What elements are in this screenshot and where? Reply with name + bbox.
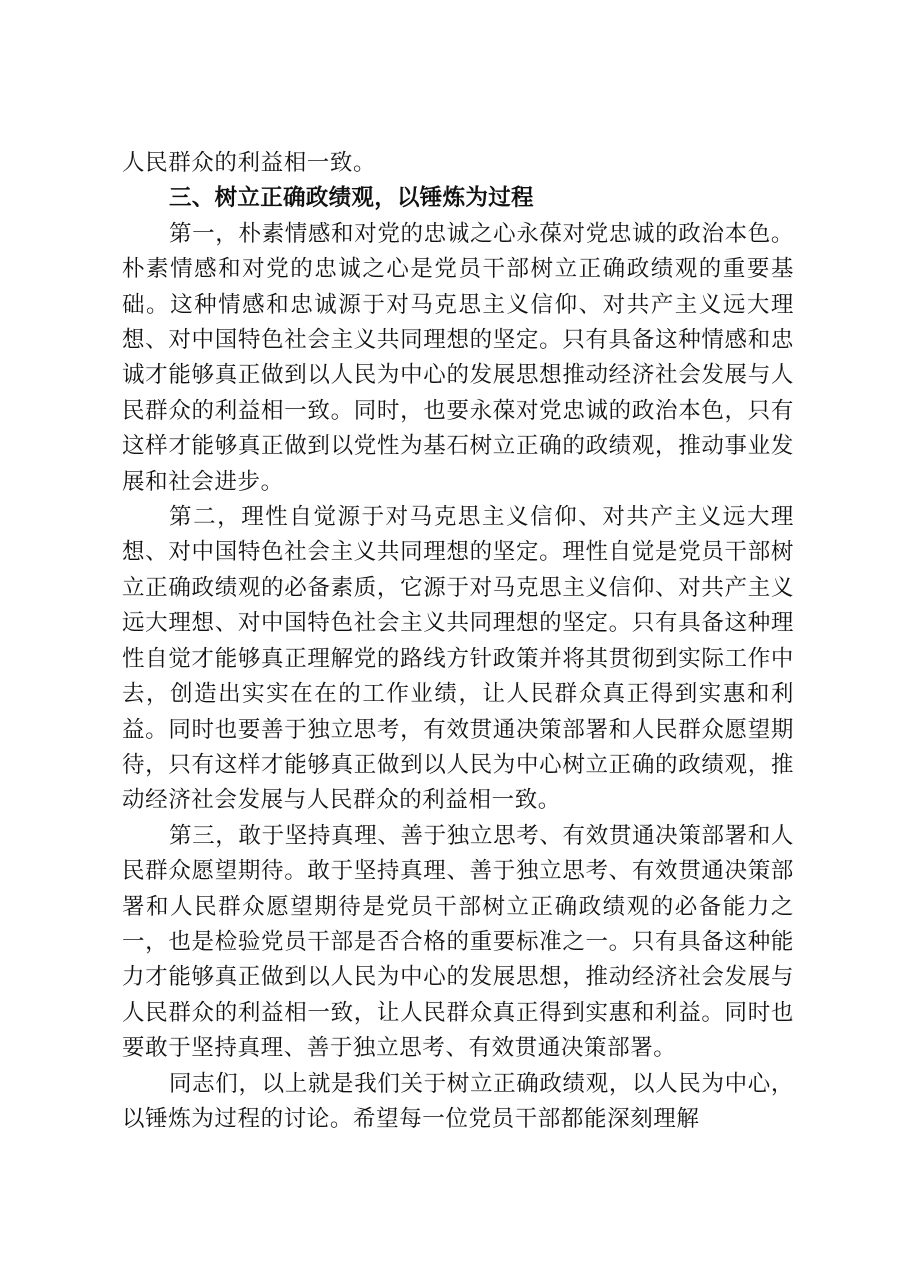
paragraph-closing: 同志们，以上就是我们关于树立正确政绩观，以人民为中心，以锤炼为过程的讨论。希望每一位党员干部都能深刻理解 bbox=[122, 1070, 794, 1132]
section-heading: 三、树立正确政绩观，以锤炼为过程 bbox=[169, 185, 534, 212]
document-page bbox=[122, 146, 794, 1137]
continuation-text: 人民群众的利益相一致。 bbox=[122, 150, 377, 176]
paragraph-first: 第一，朴素情感和对党的忠诚之心永葆对党忠诚的政治本色。朴素情感和对党的忠诚之心是党员干部树立正确政绩观的重要基础。这种情感和忠诚源于对马克思主义信仰、对共产主义远大理想、对中国特色社会主义共同理想的坚定。只有具备这种情感和忠诚才能够真正做到以人民为中心的发展思想推动经济社会发展与人民群众的利益相一致。同时，也要永葆对党忠诚的政治本色，只有这样才能够真正做到以党性为基石树立正确的政绩观，推动事业发展和社会进步。 bbox=[122, 220, 794, 495]
paragraph-third: 第三，敢于坚持真理、善于独立思考、有效贯通决策部署和人民群众愿望期待。敢于坚持真理、善于独立思考、有效贯通决策部署和人民群众愿望期待是党员干部树立正确政绩观的必备能力之一，也是检验党员干部是否合格的重要标准之一。只有具备这种能力才能够真正做到以人民为中心的发展思想，推动经济社会发展与人民群众的利益相一致，让人民群众真正得到实惠和利益。同时也要敢于坚持真理、善于独立思考、有效贯通决策部署。 bbox=[122, 822, 794, 1062]
paragraph-second: 第二，理性自觉源于对马克思主义信仰、对共产主义远大理想、对中国特色社会主义共同理想的坚定。理性自觉是党员干部树立正确政绩观的必备素质，它源于对马克思主义信仰、对共产主义远大理想、对中国特色社会主义共同理想的坚定。只有具备这种理性自觉才能够真正理解党的路线方针政策并将其贯彻到实际工作中去，创造出实实在在的工作业绩，让人民群众真正得到实惠和利益。同时也要善于独立思考，有效贯通决策部署和人民群众愿望期待，只有这样才能够真正做到以人民为中心树立正确的政绩观，推动经济社会发展与人民群众的利益相一致。 bbox=[122, 504, 794, 814]
